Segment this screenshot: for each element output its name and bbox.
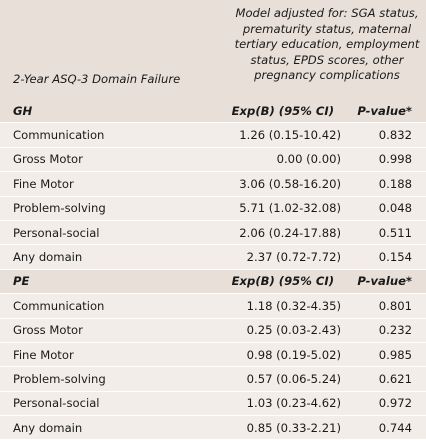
pvalue-cell: 0.985 [378, 347, 412, 362]
domain-cell: Communication [13, 298, 105, 313]
pvalue-cell: 0.621 [378, 371, 412, 386]
expb-cell: 3.06 (0.58-16.20) [239, 176, 341, 191]
domain-cell: Fine Motor [13, 347, 74, 362]
domain-cell: Communication [13, 128, 105, 143]
pvalue-cell: 0.188 [378, 176, 412, 191]
expb-cell: 0.98 (0.19-5.02) [246, 347, 341, 362]
table-row [0, 416, 426, 440]
pvalue-cell: 0.154 [378, 250, 412, 265]
table-row [0, 123, 426, 147]
pvalue-cell: 0.232 [378, 323, 412, 338]
domain-cell: Gross Motor [13, 152, 83, 167]
expb-cell: 1.03 (0.23-4.62) [246, 396, 341, 411]
domain-cell: Fine Motor [13, 176, 74, 191]
domain-cell: Personal-social [13, 225, 100, 240]
domain-cell: Any domain [13, 250, 83, 265]
pvalue-cell: 0.998 [378, 152, 412, 167]
table-row [0, 245, 426, 269]
expb-cell: 0.85 (0.33-2.21) [246, 420, 341, 435]
section-label: GH [13, 103, 33, 118]
domain-cell: Gross Motor [13, 323, 83, 338]
pvalue-cell: 0.801 [378, 298, 412, 313]
pvalue-cell: 0.744 [378, 420, 412, 435]
expb-cell: 1.18 (0.32-4.35) [246, 298, 341, 313]
expb-cell: 2.06 (0.24-17.88) [239, 225, 341, 240]
pvalue-column-header: P-value* [357, 103, 412, 118]
domain-cell: Problem-solving [13, 201, 106, 216]
expb-cell: 0.00 (0.00) [276, 152, 341, 167]
pvalue-cell: 0.832 [378, 128, 412, 143]
expb-cell: 0.57 (0.06-5.24) [246, 371, 341, 386]
domain-cell: Personal-social [13, 396, 100, 411]
domain-cell: Problem-solving [13, 371, 106, 386]
model-column-header: Model adjusted for: SGA status, prematurity status, maternal tertiary education, employment status, EPDS scores, other pregnancy complications [234, 6, 420, 82]
table-header [0, 0, 426, 99]
pvalue-cell: 0.972 [378, 396, 412, 411]
table-row [0, 392, 426, 416]
table-row [0, 197, 426, 221]
expb-cell: 1.26 (0.15-10.42) [239, 128, 341, 143]
table-row [0, 319, 426, 343]
section-label: PE [13, 274, 30, 289]
pvalue-column-header: P-value* [357, 274, 412, 289]
domain-cell: Any domain [13, 420, 83, 435]
table-row [0, 294, 426, 318]
pvalue-cell: 0.511 [378, 225, 412, 240]
expb-cell: 5.71 (1.02-32.08) [239, 201, 341, 216]
section-header-pe [0, 270, 426, 294]
expb-cell: 0.25 (0.03-2.43) [246, 323, 341, 338]
table-row [0, 172, 426, 196]
expb-cell: 2.37 (0.72-7.72) [246, 250, 341, 265]
table-row [0, 221, 426, 245]
table-row [0, 343, 426, 367]
expb-column-header: Exp(B) (95% CI) [231, 103, 334, 118]
expb-column-header: Exp(B) (95% CI) [231, 274, 334, 289]
domain-column-header: 2-Year ASQ-3 Domain Failure [13, 72, 181, 86]
pvalue-cell: 0.048 [378, 201, 412, 216]
table-row [0, 367, 426, 391]
section-header-gh [0, 99, 426, 123]
table-row [0, 148, 426, 172]
